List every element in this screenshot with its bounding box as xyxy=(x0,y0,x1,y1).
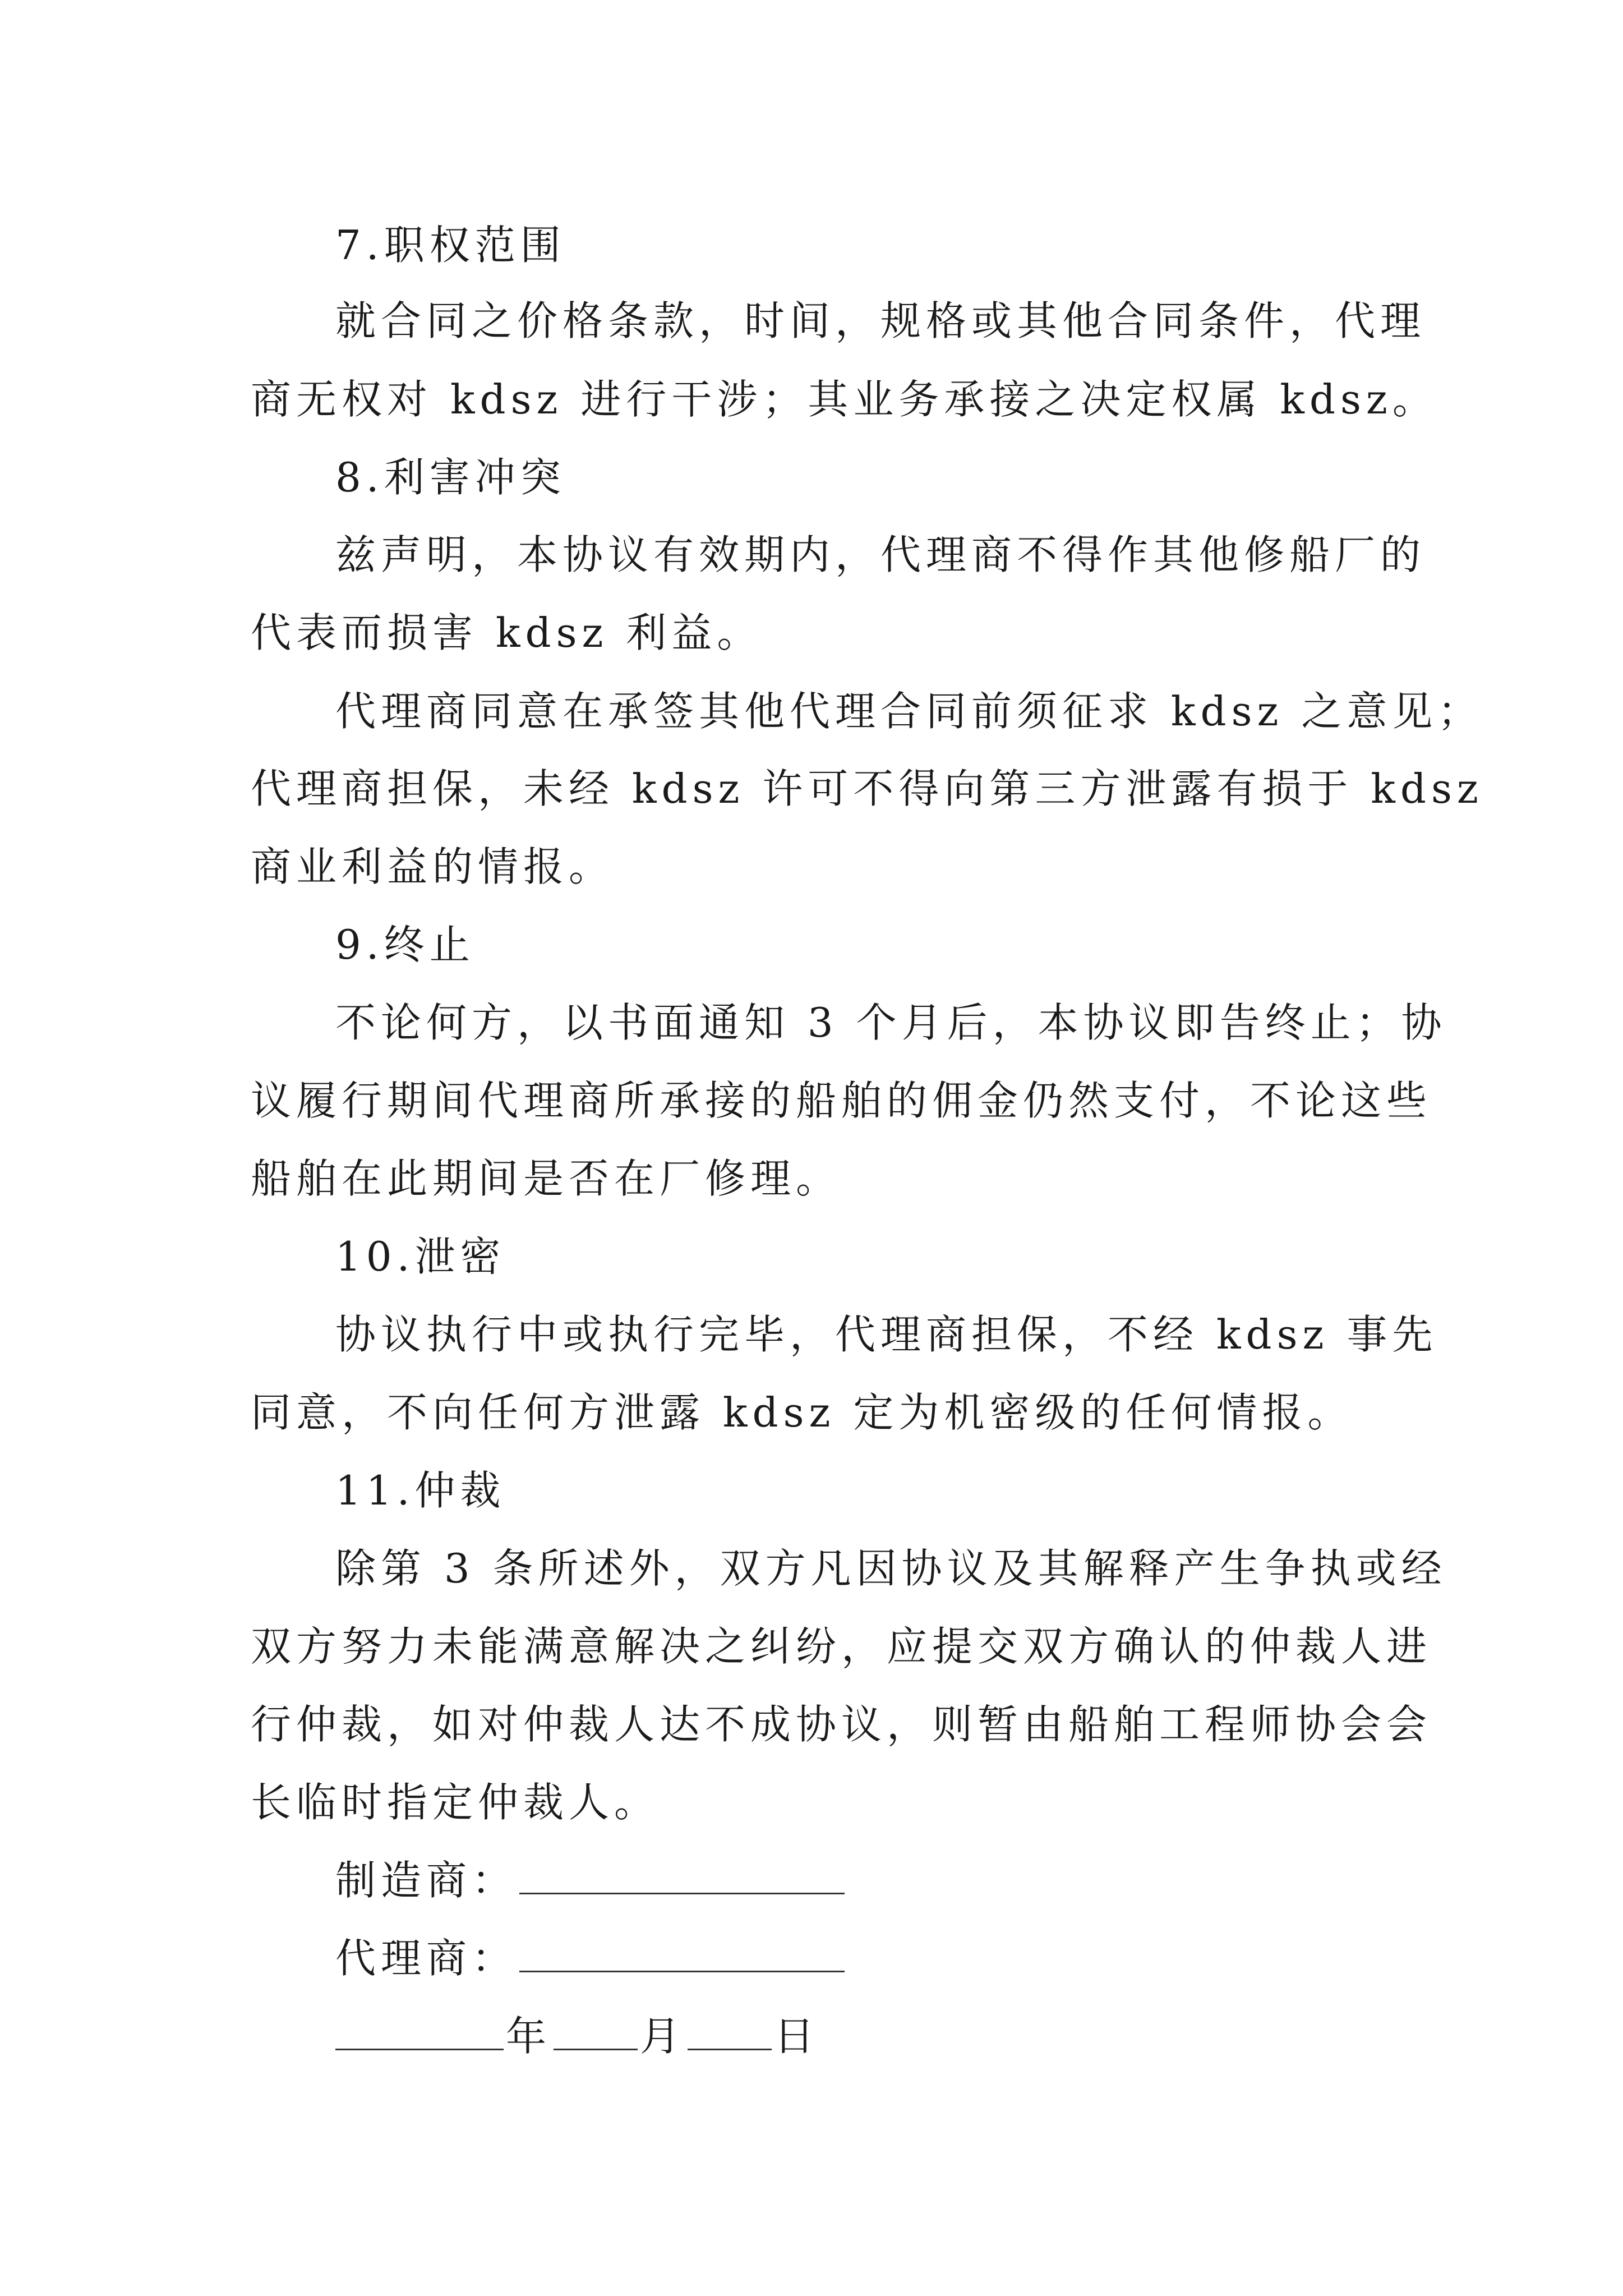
date-row xyxy=(335,1997,1474,2076)
section-9-body-line-2: 议履行期间代理商所承接的船舶的佣金仍然支付，不论这些 xyxy=(251,1077,1432,1124)
section-9-body-line-3: 船舶在此期间是否在厂修理。 xyxy=(251,1155,842,1202)
agent-label: 代理商： xyxy=(335,1935,518,1982)
section-10-body-line-2: 同意，不向任何方泄露 kdsz 定为机密级的任何情报。 xyxy=(251,1389,1353,1436)
manufacturer-label: 制造商： xyxy=(335,1857,518,1904)
day-blank[interactable] xyxy=(688,2014,772,2050)
section-9-heading: 9.终止 xyxy=(335,921,475,968)
section-8-para1-line-1: 兹声明，本协议有效期内，代理商不得作其他修船厂的 xyxy=(335,531,1426,578)
section-11-body-line-4: 长临时指定仲裁人。 xyxy=(251,1779,660,1826)
agent-signature-row xyxy=(335,1919,1474,1998)
year-label: 年 xyxy=(506,2013,552,2060)
month-label: 月 xyxy=(640,2013,686,2060)
section-11-heading: 11.仲裁 xyxy=(335,1467,506,1514)
section-8-para2-line-1: 代理商同意在承签其他代理合同前须征求 kdsz 之意见； xyxy=(335,688,1483,735)
section-9-body-line-1: 不论何方，以书面通知 3 个月后，本协议即告终止；协 xyxy=(335,999,1447,1046)
year-blank[interactable] xyxy=(335,2014,504,2050)
section-11-body-line-1: 除第 3 条所述外，双方凡因协议及其解释产生争执或经 xyxy=(335,1545,1447,1592)
month-blank[interactable] xyxy=(554,2014,638,2050)
manufacturer-signature-blank[interactable] xyxy=(519,1858,845,1894)
section-8-para2-line-3: 商业利益的情报。 xyxy=(251,843,615,890)
day-label: 日 xyxy=(774,2013,820,2060)
section-11-body-line-2: 双方努力未能满意解决之纠纷，应提交双方确认的仲裁人进 xyxy=(251,1623,1432,1670)
section-7-body-line-1: 就合同之价格条款，时间，规格或其他合同条件，代理 xyxy=(335,297,1426,344)
section-10-body-line-1: 协议执行中或执行完毕，代理商担保，不经 kdsz 事先 xyxy=(335,1311,1438,1358)
section-8-heading: 8.利害冲突 xyxy=(335,454,566,501)
section-10-heading: 10.泄密 xyxy=(335,1233,506,1280)
section-11-body-line-3: 行仲裁，如对仲裁人达不成协议，则暂由船舶工程师协会会 xyxy=(251,1701,1432,1748)
manufacturer-signature-row xyxy=(335,1841,1474,1920)
section-8-para1-line-2: 代表而损害 kdsz 利益。 xyxy=(251,609,763,656)
section-8-para2-line-2: 代理商担保，未经 kdsz 许可不得向第三方泄露有损于 kdsz xyxy=(251,765,1483,812)
agent-signature-blank[interactable] xyxy=(519,1936,845,1972)
section-7-body-line-2: 商无权对 kdsz 进行干涉；其业务承接之决定权属 kdsz。 xyxy=(251,376,1438,423)
section-7-heading: 7.职权范围 xyxy=(335,222,566,269)
